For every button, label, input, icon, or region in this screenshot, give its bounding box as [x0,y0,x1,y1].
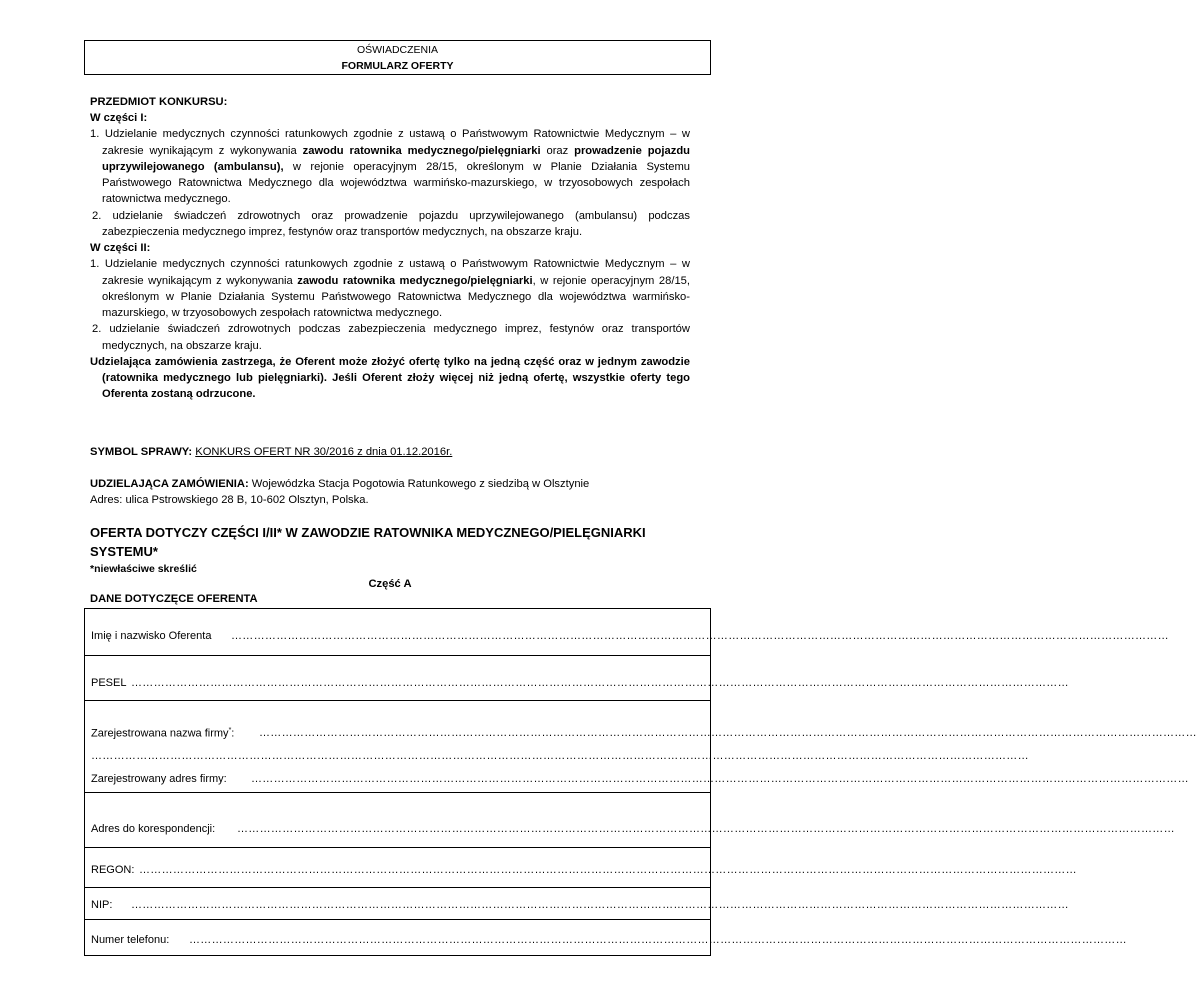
regon-row [85,847,1077,887]
name-field[interactable]: …………………………………………………………………………………………………………………………………………………………………………………………………………………………… [231,630,1169,642]
company-row [85,700,1197,792]
part1-item2: 2. udzielanie świadczeń zdrowotnych oraz prowadzenie pojazdu uprzywilejowanego (ambulansu) podczas zabezpieczenia medycznego imprez, festynów oraz transportów medycznych, na obszarze kraju. [92,209,690,238]
part1-heading: W części I: [90,112,148,125]
part-label: Część A [368,578,412,590]
warning-text: Udzielająca zamówienia zastrzega, że Oferent może złożyć ofertę tylko na jedną część oraz w jednym zawodzie (ratownika medycznego lub pielęgniarki). Jeśli Oferent złoży więcej niż jedną ofertę, wszystkie oferty tego Oferenta zostaną odrzucone. [90,355,690,401]
case-value: KONKURS OFERT NR 30/2016 z dnia 01.12.2016r. [195,446,453,458]
header-subtitle: FORMULARZ OFERTY [341,60,454,72]
regon-field[interactable]: …………………………………………………………………………………………………………………………………………………………………………………………………………………………… [139,864,1077,876]
nip-label: NIP: [91,899,113,911]
header-title: OŚWIADCZENIA [356,44,439,56]
correspondence-row [85,792,1175,847]
pesel-row [85,655,1069,700]
contractor-name: Wojewódzka Stacja Pogotowia Ratunkowego z siedzibą w Olsztynie [251,478,590,490]
name-label: Imię i nazwisko Oferenta [91,630,212,642]
company-address-label: Zarejestrowany adres firmy: [91,773,227,785]
company-label: Zarejestrowana nazwa firmy*: [91,727,235,740]
regon-label: REGON: [91,864,135,876]
nip-field[interactable]: …………………………………………………………………………………………………………………………………………………………………………………………………………………………… [131,899,1069,911]
subject-section [90,94,690,402]
offer-note: *niewłaściwe skreślić [90,562,197,575]
contractor-label: UDZIELAJĄCA ZAMÓWIENIA: [90,478,249,490]
correspondence-field[interactable]: …………………………………………………………………………………………………………………………………………………………………………………………………………………………… [237,823,1175,835]
pesel-label: PESEL [91,677,127,689]
part2-item1: 1. Udzielanie medycznych czynności ratunkowych zgodnie z ustawą o Państwowym Ratownictwie Medycznym – w zakresie wynikającym z wykonywania zawodu ratownika medycznego/pielęgniarki, w rejonie operacyjnym 28/15, określonym w Planie Działania Systemu Państwowego Ratownictwa Medycznego dla województwa warmińsko-mazurskiego, w trzyosobowych zespołach ratownictwa medycznego. [90,258,690,320]
contractor-address: Adres: ulica Pstrowskiego 28 B, 10-602 Olsztyn, Polska. [90,494,369,507]
name-row [85,609,1169,655]
nip-row [85,887,1069,919]
offerer-section-title: DANE DOTYCZĘCE OFERENTA [90,593,258,605]
case-label: SYMBOL SPRAWY: [90,446,193,458]
pesel-field[interactable]: …………………………………………………………………………………………………………………………………………………………………………………………………………………………… [131,677,1069,689]
correspondence-label: Adres do korespondencji: [91,823,216,835]
part2-item2: 2. udzielanie świadczeń zdrowotnych podczas zabezpieczenia medycznego imprez, festynów oraz transportów medycznych, na obszarze kraju. [92,323,690,352]
part1-item1: 1. Udzielanie medycznych czynności ratunkowych zgodnie z ustawą o Państwowym Ratownictwie Medycznym – w zakresie wynikającym z wykonywania zawodu ratownika medycznego/pielęgniarki oraz prowadzenie pojazdu uprzywilejowanego (ambulansu), w rejonie operacyjnym 28/15, określonym w Planie Działania Systemu Państwowego Ratownictwa Medycznego dla województwa warmińsko-mazurskiego, w trzyosobowych zespołach ratownictwa medycznego. [90,128,690,206]
company-address-field[interactable]: …………………………………………………………………………………………………………………………………………………………………………………………………………………………… [251,773,1189,785]
phone-row [85,919,1127,957]
contractor-block [90,476,690,508]
phone-field[interactable]: …………………………………………………………………………………………………………………………………………………………………………………………………………………………… [189,934,1127,946]
company-name-field-cont[interactable]: …………………………………………………………………………………………………………………………………………………………………………………………………………………………… [91,750,1029,762]
offer-title-block [90,524,690,577]
case-symbol [90,444,690,460]
document-header [84,40,711,75]
phone-label: Numer telefonu: [91,934,170,946]
offer-title: OFERTA DOTYCZY CZĘŚCI I/II* W ZAWODZIE RATOWNIKA MEDYCZNEGO/PIELĘGNIARKI SYSTEMU* [90,525,646,559]
company-name-field[interactable]: …………………………………………………………………………………………………………………………………………………………………………………………………………………………… [259,727,1197,739]
subject-title: PRZEDMIOT KONKURSU: [90,96,228,108]
part2-heading: W części II: [90,242,151,255]
offerer-data-form [84,608,1197,956]
